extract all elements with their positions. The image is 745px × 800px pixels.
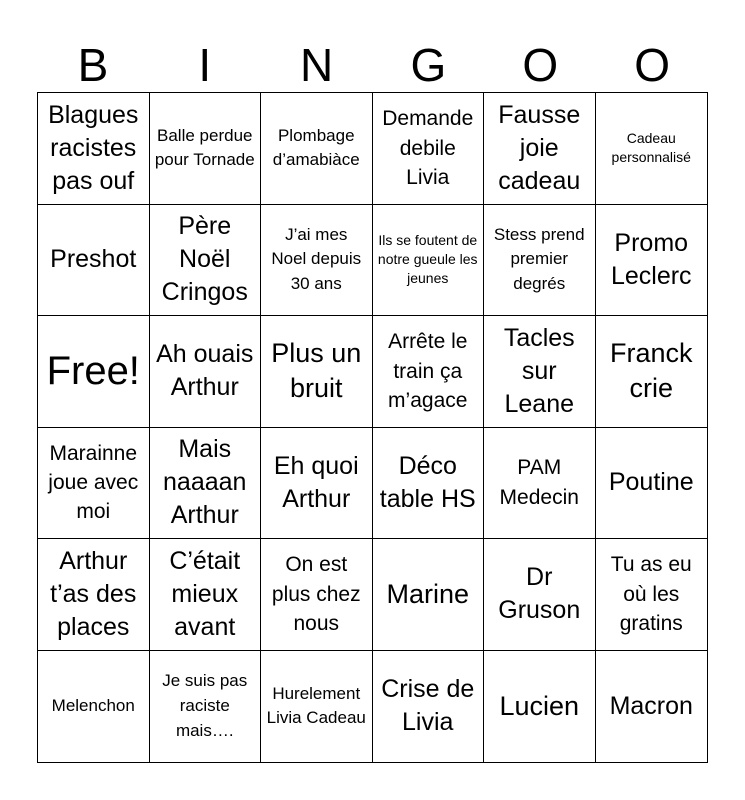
bingo-cell[interactable]: Plus un bruit [261, 316, 373, 428]
bingo-cell[interactable]: Plombage d’amabiàce [261, 93, 373, 205]
bingo-cell[interactable]: Fausse joie cadeau [484, 93, 596, 205]
free-space-cell[interactable]: Free! [38, 316, 150, 428]
bingo-cell[interactable]: Preshot [38, 205, 150, 317]
bingo-cell[interactable]: J’ai mes Noel depuis 30 ans [261, 205, 373, 317]
bingo-cell[interactable]: Lucien [484, 651, 596, 763]
header-letter-g: G [410, 39, 447, 91]
bingo-cell[interactable]: Melenchon [38, 651, 150, 763]
bingo-cell[interactable]: Crise de Livia [373, 651, 485, 763]
bingo-cell[interactable]: Eh quoi Arthur [261, 428, 373, 540]
bingo-cell[interactable]: On est plus chez nous [261, 539, 373, 651]
bingo-cell[interactable]: Blagues racistes pas ouf [38, 93, 150, 205]
bingo-cell[interactable]: Ah ouais Arthur [150, 316, 262, 428]
bingo-cell[interactable]: Cadeau personnalisé [596, 93, 708, 205]
bingo-cell[interactable]: C’était mieux avant [150, 539, 262, 651]
bingo-cell[interactable]: Balle perdue pour Tornade [150, 93, 262, 205]
bingo-cell[interactable]: Marine [373, 539, 485, 651]
bingo-cell[interactable]: Déco table HS [373, 428, 485, 540]
bingo-card [37, 92, 708, 763]
bingo-cell[interactable]: Demande debile Livia [373, 93, 485, 205]
bingo-header [37, 38, 708, 92]
bingo-cell[interactable]: Poutine [596, 428, 708, 540]
header-letter-o-2: O [634, 39, 670, 91]
bingo-cell[interactable]: Mais naaaan Arthur [150, 428, 262, 540]
header-letter-i: I [198, 39, 212, 91]
bingo-cell[interactable]: Marainne joue avec moi [38, 428, 150, 540]
header-letter-b: B [77, 39, 109, 91]
bingo-cell[interactable]: Hurelement Livia Cadeau [261, 651, 373, 763]
bingo-cell[interactable]: Arthur t’as des places [38, 539, 150, 651]
bingo-cell[interactable]: Ils se foutent de notre gueule les jeunes [373, 205, 485, 317]
bingo-cell[interactable]: Stess prend premier degrés [484, 205, 596, 317]
bingo-cell[interactable]: PAM Medecin [484, 428, 596, 540]
bingo-cell[interactable]: Promo Leclerc [596, 205, 708, 317]
bingo-cell[interactable]: Je suis pas raciste mais…. [150, 651, 262, 763]
bingo-cell[interactable]: Arrête le train ça m’agace [373, 316, 485, 428]
header-letter-n: N [299, 39, 334, 91]
bingo-cell[interactable]: Dr Gruson [484, 539, 596, 651]
bingo-cell[interactable]: Tacles sur Leane [484, 316, 596, 428]
header-letter-o: O [522, 39, 559, 91]
bingo-cell[interactable]: Macron [609, 691, 693, 720]
bingo-cell[interactable]: Père Noël Cringos [150, 205, 262, 317]
bingo-cell[interactable]: Tu as eu où les gratins [596, 539, 708, 651]
bingo-cell[interactable]: Franck crie [596, 316, 708, 428]
